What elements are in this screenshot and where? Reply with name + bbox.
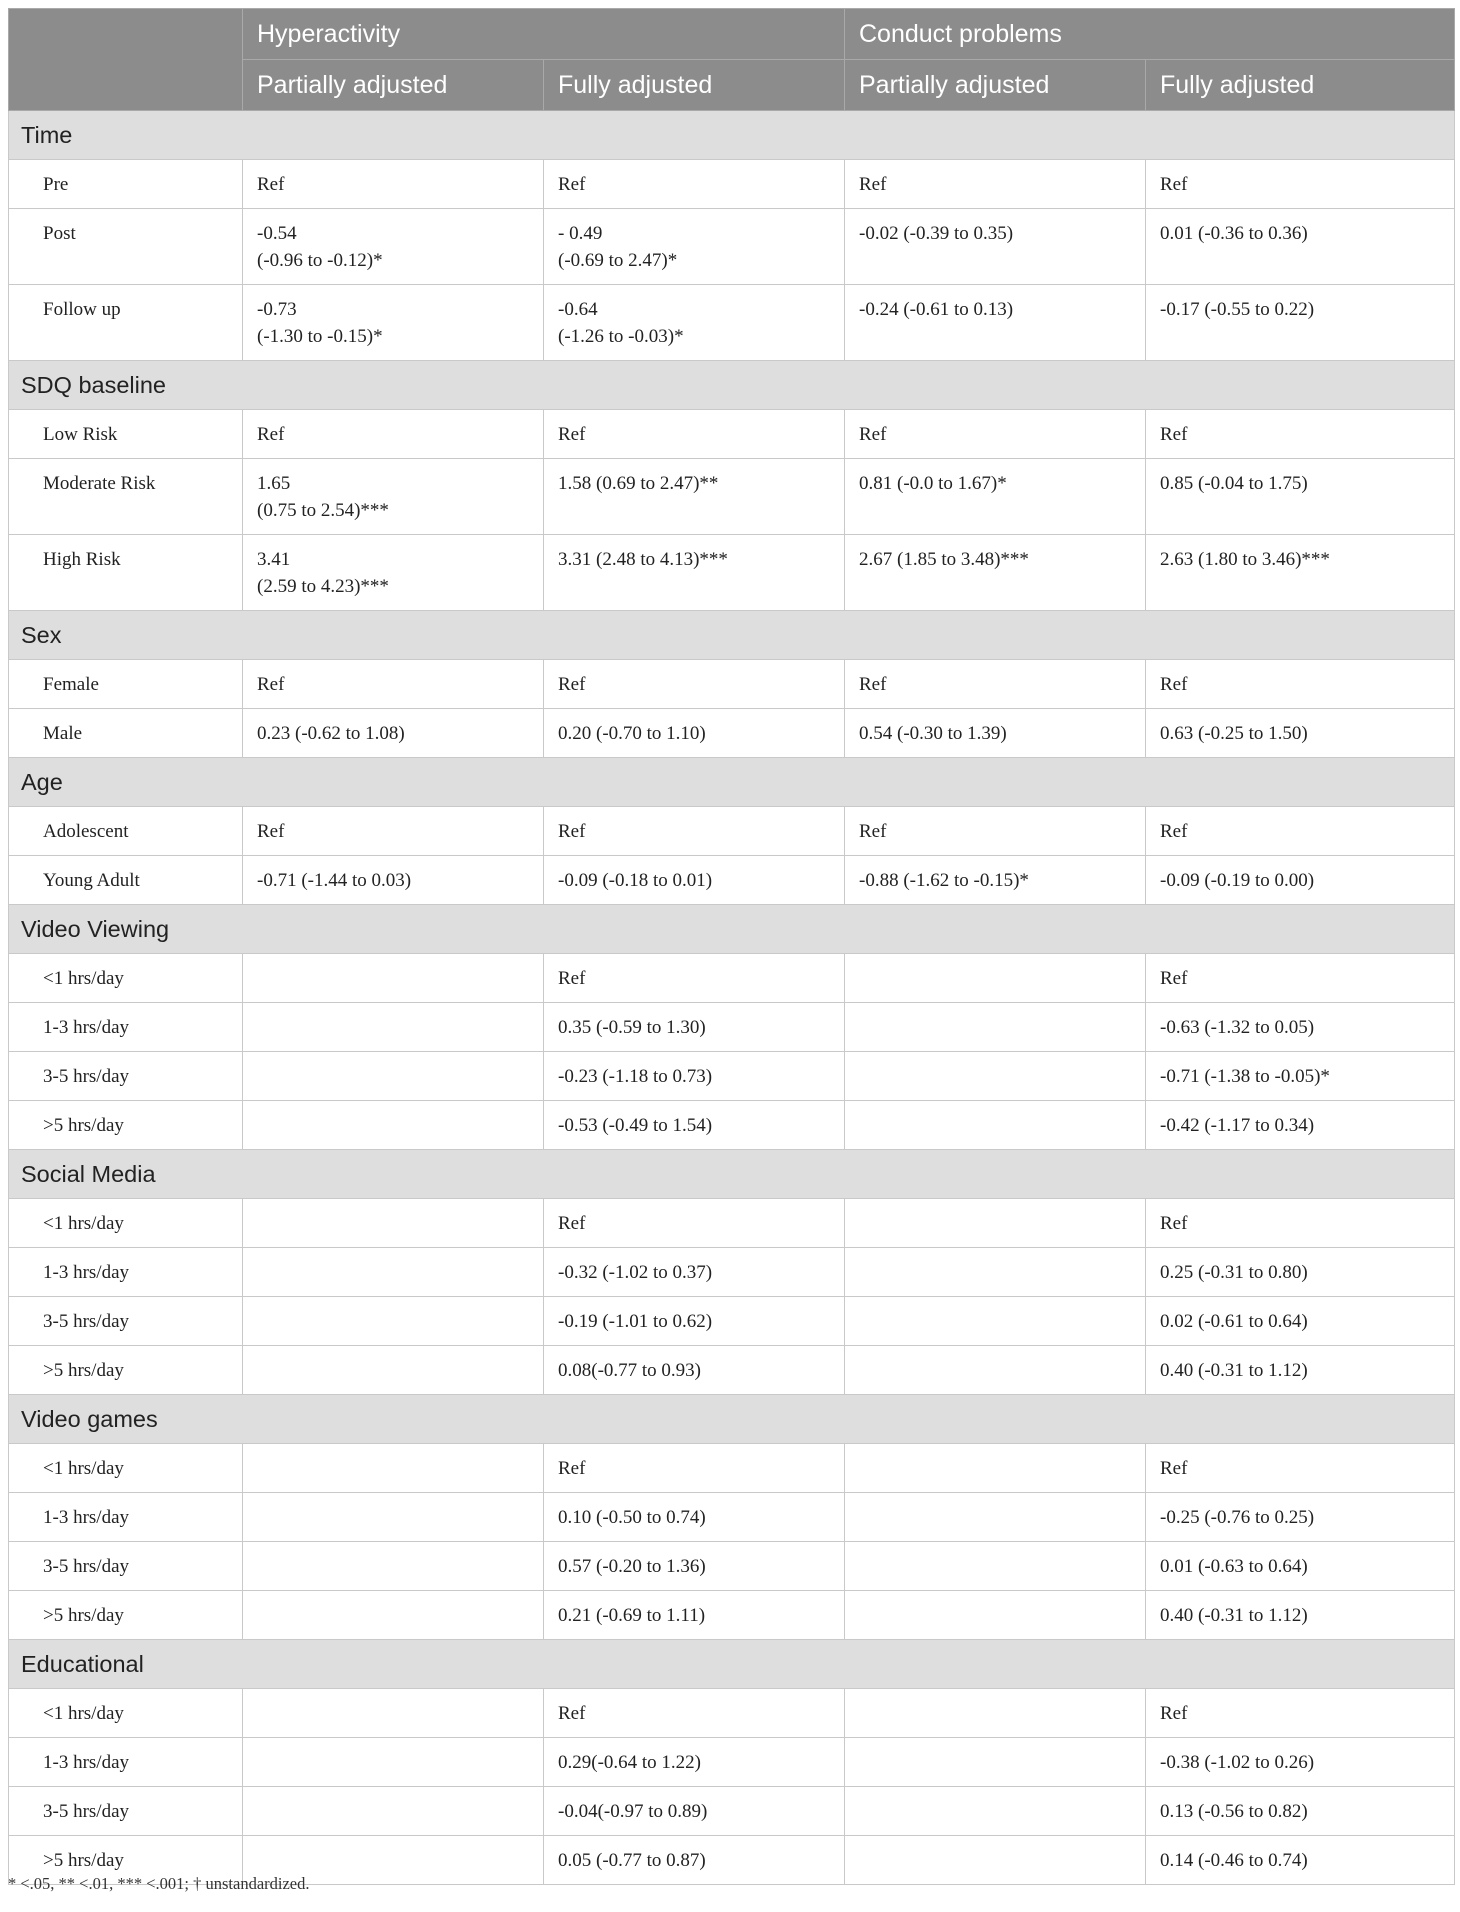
table-cell <box>243 459 544 535</box>
table-cell: 0.02 (-0.61 to 0.64) <box>1146 1297 1455 1346</box>
table-cell <box>544 285 845 361</box>
table-cell: -0.71 (-1.38 to -0.05)* <box>1146 1052 1455 1101</box>
table-cell <box>243 1199 544 1248</box>
table-cell <box>243 1052 544 1101</box>
table-cell: 0.40 (-0.31 to 1.12) <box>1146 1346 1455 1395</box>
table-cell: 0.81 (-0.0 to 1.67)* <box>845 459 1146 535</box>
table-row <box>9 285 1455 361</box>
cell-line: - 0.49 <box>558 223 603 244</box>
table-footnote: * <.05, ** <.01, *** <.001; † unstandardized. <box>8 1874 310 1893</box>
table-row <box>9 1591 1455 1640</box>
table-cell <box>243 1493 544 1542</box>
table-cell: Ref <box>1146 1444 1455 1493</box>
table-cell: 0.57 (-0.20 to 1.36) <box>544 1542 845 1591</box>
table-cell: 0.21 (-0.69 to 1.11) <box>544 1591 845 1640</box>
section-title: Age <box>9 758 1455 807</box>
table-cell: Ref <box>845 660 1146 709</box>
header-hyperactivity: Hyperactivity <box>243 9 845 60</box>
table-cell: -0.04(-0.97 to 0.89) <box>544 1787 845 1836</box>
regression-table-container <box>8 8 1454 1885</box>
cell-line: 1.65 <box>257 473 291 494</box>
regression-table <box>8 8 1455 1885</box>
table-header <box>9 9 1455 111</box>
row-label: High Risk <box>9 535 243 611</box>
table-cell: Ref <box>1146 160 1455 209</box>
row-label: >5 hrs/day <box>9 1346 243 1395</box>
header-group-row <box>9 9 1455 60</box>
table-cell <box>544 209 845 285</box>
row-label: Low Risk <box>9 410 243 459</box>
cell-line: -0.54 <box>257 223 297 244</box>
table-cell: -0.24 (-0.61 to 0.13) <box>845 285 1146 361</box>
table-row <box>9 807 1455 856</box>
table-row <box>9 1444 1455 1493</box>
table-cell: Ref <box>1146 660 1455 709</box>
header-conduct-problems: Conduct problems <box>845 9 1455 60</box>
table-row <box>9 709 1455 758</box>
table-row <box>9 1542 1455 1591</box>
cell-line: -0.64 <box>558 299 598 320</box>
table-cell: -0.19 (-1.01 to 0.62) <box>544 1297 845 1346</box>
table-cell: Ref <box>544 1444 845 1493</box>
table-cell: 2.63 (1.80 to 3.46)*** <box>1146 535 1455 611</box>
table-cell: Ref <box>544 807 845 856</box>
row-label: 3-5 hrs/day <box>9 1787 243 1836</box>
table-cell: 2.67 (1.85 to 3.48)*** <box>845 535 1146 611</box>
table-cell: 0.63 (-0.25 to 1.50) <box>1146 709 1455 758</box>
table-row <box>9 535 1455 611</box>
row-label: <1 hrs/day <box>9 1199 243 1248</box>
cell-line: (0.75 to 2.54)*** <box>257 500 389 521</box>
row-label: <1 hrs/day <box>9 1689 243 1738</box>
table-cell <box>243 954 544 1003</box>
table-cell: -0.53 (-0.49 to 1.54) <box>544 1101 845 1150</box>
table-cell: -0.02 (-0.39 to 0.35) <box>845 209 1146 285</box>
section-title: Sex <box>9 611 1455 660</box>
row-label: Moderate Risk <box>9 459 243 535</box>
table-cell: Ref <box>1146 410 1455 459</box>
row-label: <1 hrs/day <box>9 1444 243 1493</box>
row-label: >5 hrs/day <box>9 1836 243 1885</box>
table-cell: Ref <box>845 410 1146 459</box>
table-cell: -0.63 (-1.32 to 0.05) <box>1146 1003 1455 1052</box>
table-row <box>9 660 1455 709</box>
table-row <box>9 1787 1455 1836</box>
section-row <box>9 1150 1455 1199</box>
table-cell: 0.40 (-0.31 to 1.12) <box>1146 1591 1455 1640</box>
section-title: Educational <box>9 1640 1455 1689</box>
table-row <box>9 1346 1455 1395</box>
table-cell: Ref <box>544 1199 845 1248</box>
cell-line: (-1.26 to -0.03)* <box>558 326 684 347</box>
row-label: 3-5 hrs/day <box>9 1052 243 1101</box>
table-cell: Ref <box>1146 807 1455 856</box>
table-row <box>9 1248 1455 1297</box>
table-cell: 0.25 (-0.31 to 0.80) <box>1146 1248 1455 1297</box>
table-cell <box>243 1248 544 1297</box>
table-cell <box>243 1542 544 1591</box>
header-hyper-partially-adjusted: Partially adjusted <box>243 60 544 111</box>
table-cell: 1.58 (0.69 to 2.47)** <box>544 459 845 535</box>
section-row <box>9 758 1455 807</box>
table-cell <box>845 1248 1146 1297</box>
table-cell: -0.38 (-1.02 to 0.26) <box>1146 1738 1455 1787</box>
section-row <box>9 905 1455 954</box>
table-cell <box>845 1836 1146 1885</box>
row-label: >5 hrs/day <box>9 1101 243 1150</box>
table-cell: 0.14 (-0.46 to 0.74) <box>1146 1836 1455 1885</box>
table-cell: Ref <box>845 807 1146 856</box>
section-row <box>9 361 1455 410</box>
row-label: 3-5 hrs/day <box>9 1542 243 1591</box>
table-row <box>9 1493 1455 1542</box>
header-conduct-fully-adjusted: Fully adjusted <box>1146 60 1455 111</box>
table-cell <box>845 1003 1146 1052</box>
cell-line: (-0.69 to 2.47)* <box>558 250 678 271</box>
table-row <box>9 160 1455 209</box>
table-cell <box>243 1101 544 1150</box>
header-corner-cell <box>9 9 243 111</box>
table-cell <box>243 1689 544 1738</box>
table-cell <box>243 1297 544 1346</box>
cell-line: 3.41 <box>257 549 291 570</box>
table-row <box>9 410 1455 459</box>
table-body <box>9 111 1455 1885</box>
section-title: Time <box>9 111 1455 160</box>
table-cell <box>243 1346 544 1395</box>
table-cell <box>845 1689 1146 1738</box>
table-cell <box>243 1444 544 1493</box>
table-cell: 0.35 (-0.59 to 1.30) <box>544 1003 845 1052</box>
table-cell: Ref <box>1146 1199 1455 1248</box>
table-cell: 0.05 (-0.77 to 0.87) <box>544 1836 845 1885</box>
table-row <box>9 954 1455 1003</box>
table-cell: Ref <box>243 410 544 459</box>
table-cell: -0.25 (-0.76 to 0.25) <box>1146 1493 1455 1542</box>
table-cell: 0.23 (-0.62 to 1.08) <box>243 709 544 758</box>
table-cell: 0.29(-0.64 to 1.22) <box>544 1738 845 1787</box>
table-cell: -0.09 (-0.19 to 0.00) <box>1146 856 1455 905</box>
table-cell: Ref <box>544 660 845 709</box>
table-row <box>9 1297 1455 1346</box>
table-cell <box>243 1787 544 1836</box>
table-cell <box>845 1297 1146 1346</box>
table-cell: Ref <box>243 807 544 856</box>
table-cell <box>845 1199 1146 1248</box>
table-cell <box>845 1493 1146 1542</box>
table-row <box>9 459 1455 535</box>
table-cell <box>845 1738 1146 1787</box>
table-row <box>9 209 1455 285</box>
table-cell: Ref <box>845 160 1146 209</box>
table-cell: 0.85 (-0.04 to 1.75) <box>1146 459 1455 535</box>
table-cell <box>845 1591 1146 1640</box>
row-label: 1-3 hrs/day <box>9 1493 243 1542</box>
table-cell <box>243 209 544 285</box>
section-title: Video Viewing <box>9 905 1455 954</box>
header-hyper-fully-adjusted: Fully adjusted <box>544 60 845 111</box>
row-label: Adolescent <box>9 807 243 856</box>
row-label: 3-5 hrs/day <box>9 1297 243 1346</box>
table-cell: 0.01 (-0.36 to 0.36) <box>1146 209 1455 285</box>
table-cell <box>845 1052 1146 1101</box>
table-cell: 0.10 (-0.50 to 0.74) <box>544 1493 845 1542</box>
cell-line: (-1.30 to -0.15)* <box>257 326 383 347</box>
table-cell: Ref <box>243 160 544 209</box>
table-row <box>9 1003 1455 1052</box>
row-label: Post <box>9 209 243 285</box>
table-row <box>9 856 1455 905</box>
row-label: 1-3 hrs/day <box>9 1003 243 1052</box>
row-label: 1-3 hrs/day <box>9 1738 243 1787</box>
table-cell <box>243 1003 544 1052</box>
table-row <box>9 1052 1455 1101</box>
table-cell <box>845 1346 1146 1395</box>
table-cell: Ref <box>544 954 845 1003</box>
table-cell: 0.13 (-0.56 to 0.82) <box>1146 1787 1455 1836</box>
table-cell: -0.71 (-1.44 to 0.03) <box>243 856 544 905</box>
row-label: Female <box>9 660 243 709</box>
section-row <box>9 611 1455 660</box>
section-title: Video games <box>9 1395 1455 1444</box>
section-row <box>9 1640 1455 1689</box>
row-label: Male <box>9 709 243 758</box>
table-cell: 0.01 (-0.63 to 0.64) <box>1146 1542 1455 1591</box>
row-label: Pre <box>9 160 243 209</box>
table-cell: -0.32 (-1.02 to 0.37) <box>544 1248 845 1297</box>
table-cell: 0.20 (-0.70 to 1.10) <box>544 709 845 758</box>
table-row <box>9 1689 1455 1738</box>
table-cell: Ref <box>243 660 544 709</box>
section-row <box>9 111 1455 160</box>
table-cell: -0.09 (-0.18 to 0.01) <box>544 856 845 905</box>
section-title: Social Media <box>9 1150 1455 1199</box>
table-cell <box>845 1444 1146 1493</box>
table-cell <box>845 1101 1146 1150</box>
row-label: >5 hrs/day <box>9 1591 243 1640</box>
table-cell: 0.08(-0.77 to 0.93) <box>544 1346 845 1395</box>
row-label: <1 hrs/day <box>9 954 243 1003</box>
row-label: Young Adult <box>9 856 243 905</box>
table-cell: -0.17 (-0.55 to 0.22) <box>1146 285 1455 361</box>
table-cell <box>845 1787 1146 1836</box>
cell-line: -0.73 <box>257 299 297 320</box>
section-row <box>9 1395 1455 1444</box>
row-label: Follow up <box>9 285 243 361</box>
table-cell: Ref <box>544 160 845 209</box>
table-cell: -0.23 (-1.18 to 0.73) <box>544 1052 845 1101</box>
table-row <box>9 1199 1455 1248</box>
table-cell: Ref <box>1146 954 1455 1003</box>
row-label: 1-3 hrs/day <box>9 1248 243 1297</box>
header-conduct-partially-adjusted: Partially adjusted <box>845 60 1146 111</box>
table-cell: Ref <box>544 410 845 459</box>
table-cell: 0.54 (-0.30 to 1.39) <box>845 709 1146 758</box>
table-cell: -0.88 (-1.62 to -0.15)* <box>845 856 1146 905</box>
table-cell <box>845 954 1146 1003</box>
table-cell <box>845 1542 1146 1591</box>
table-cell <box>243 1591 544 1640</box>
table-row <box>9 1738 1455 1787</box>
table-cell: Ref <box>544 1689 845 1738</box>
table-cell: -0.42 (-1.17 to 0.34) <box>1146 1101 1455 1150</box>
table-cell <box>243 285 544 361</box>
table-row <box>9 1101 1455 1150</box>
cell-line: (-0.96 to -0.12)* <box>257 250 383 271</box>
section-title: SDQ baseline <box>9 361 1455 410</box>
table-cell <box>243 535 544 611</box>
cell-line: (2.59 to 4.23)*** <box>257 576 389 597</box>
table-cell <box>243 1738 544 1787</box>
table-cell: 3.31 (2.48 to 4.13)*** <box>544 535 845 611</box>
table-cell: Ref <box>1146 1689 1455 1738</box>
